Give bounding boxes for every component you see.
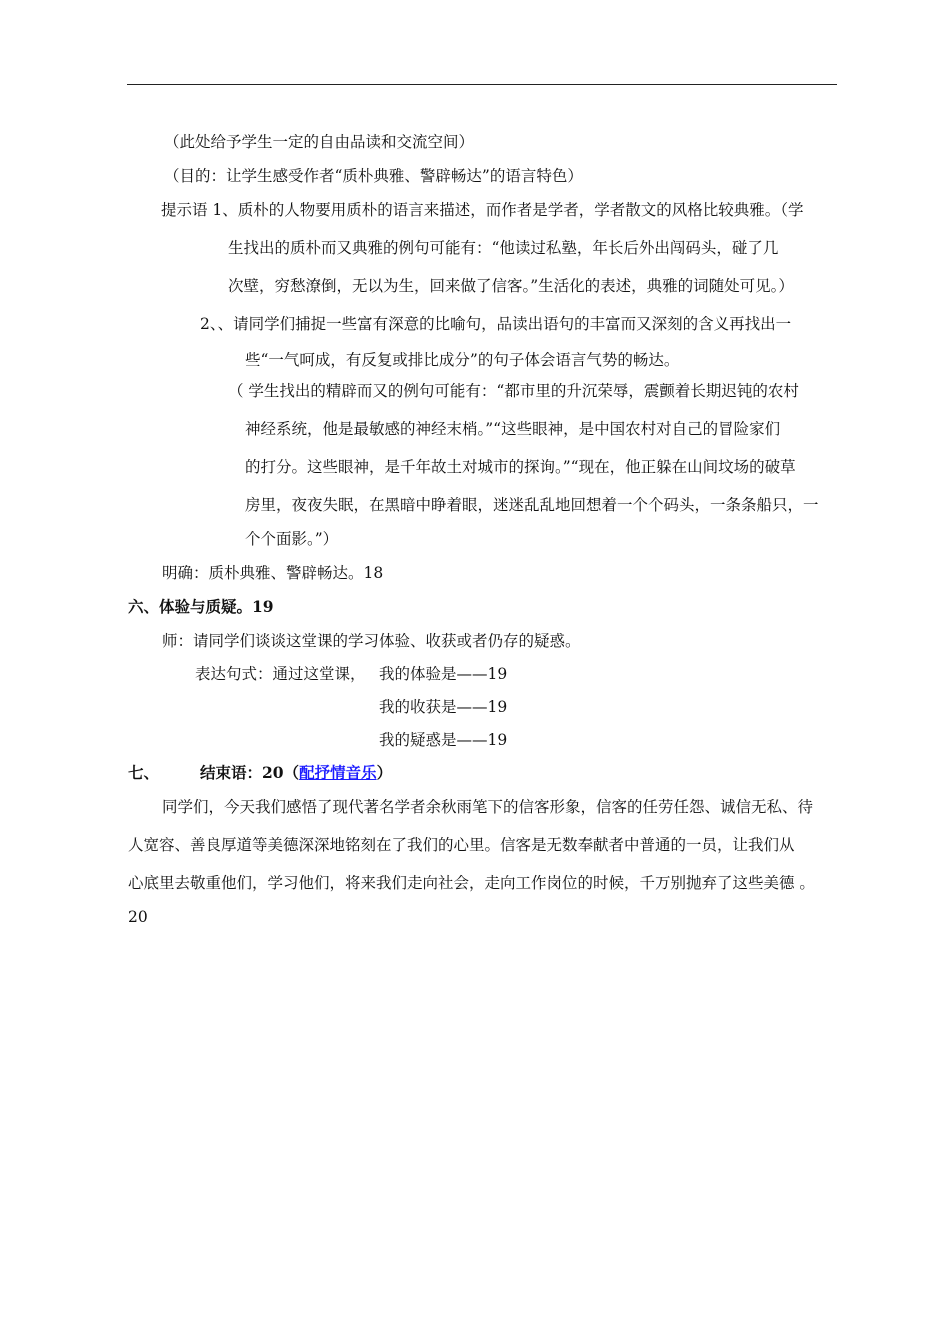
prompt2-line-1: 2、、请同学们捕捉一些富有深意的比喻句，品读出语句的丰富而又深刻的含义再找出一: [200, 315, 792, 333]
purpose-line: （目的：让学生感受作者“质朴典雅、警辟畅达”的语言特色）: [164, 167, 583, 185]
section6-title: 六、体验与质疑。19: [128, 597, 274, 616]
closing-line-3: 心底里去敬重他们，学习他们，将来我们走向社会，走向工作岗位的时候，千万别抛弃了这些美德 。: [128, 874, 815, 892]
prompt1-line-3: 次壁，穷愁潦倒，无以为生，回来做了信客。”生活化的表述，典雅的词随处可见。）: [228, 277, 794, 295]
section7-number: 七、: [128, 763, 160, 782]
section6-pattern-1: 我的体验是——19: [379, 665, 508, 683]
closing-line-1: 同学们，今天我们感悟了现代著名学者余秋雨笔下的信客形象，信客的任劳任怨、诚信无私、待: [162, 798, 814, 816]
examples-line-4: 房里，夜夜失眠，在黑暗中睁着眼，迷迷乱乱地回想着一个个码头，一条条船只，一: [245, 496, 819, 514]
free-reading-note: （此处给予学生一定的自由品读和交流空间）: [164, 133, 475, 151]
clarify-line: 明确：质朴典雅、警辟畅达。18: [162, 564, 384, 582]
examples-line-2: 神经系统，他是最敏感的神经末梢。”“这些眼神，是中国农村对自己的冒险家们: [245, 420, 781, 438]
prompt1-line-2: 生找出的质朴而又典雅的例句可能有：“他读过私塾，年长后外出闯码头，碰了几: [228, 239, 779, 257]
prompt2-line-2: 些“一气呵成，有反复或排比成分”的句子体会语言气势的畅达。: [245, 351, 680, 369]
section7-title: 结束语：20（: [200, 763, 300, 782]
prompt1-line-1: 提示语 1、质朴的人物要用质朴的语言来描述，而作者是学者，学者散文的风格比较典雅。（学: [161, 201, 804, 219]
section6-pattern-label: 表达句式：通过这堂课，: [195, 665, 366, 683]
section7-heading: [200, 763, 392, 783]
music-link[interactable]: 配抒情音乐: [299, 763, 377, 782]
examples-line-5: 个个面影。”）: [245, 530, 339, 548]
closing-line-2: 人宽容、善良厚道等美德深深地铭刻在了我们的心里。信客是无数奉献者中普通的一员，让我们从: [128, 836, 795, 854]
section7-close: ）: [376, 763, 393, 782]
section6-pattern-2: 我的收获是——19: [379, 698, 508, 716]
header-rule: [127, 84, 837, 85]
section6-pattern-3: 我的疑惑是——19: [379, 731, 508, 749]
examples-line-1: （ 学生找出的精辟而又的例句可能有：“都市里的升沉荣辱，震颤着长期迟钝的农村: [228, 382, 799, 400]
section6-teacher: 师：请同学们谈谈这堂课的学习体验、收获或者仍存的疑惑。: [162, 632, 581, 650]
examples-line-3: 的打分。这些眼神，是千年故土对城市的探询。”“现在，他正躲在山间坟场的破草: [245, 458, 796, 476]
closing-line-4: 20: [128, 908, 148, 926]
